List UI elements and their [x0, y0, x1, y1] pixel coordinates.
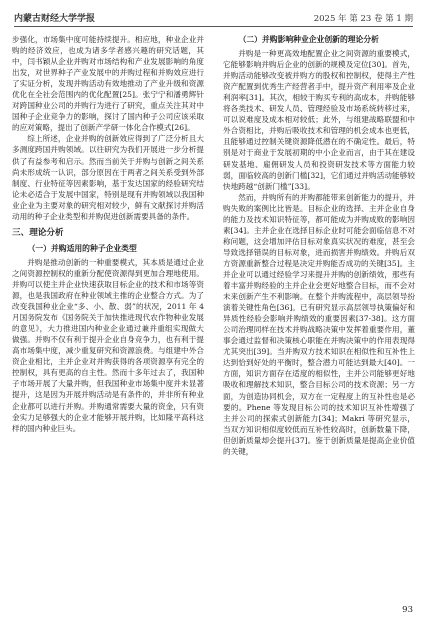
subsection-heading-2: （二）并购影响种业企业创新的理论分析: [238, 35, 379, 44]
left-paragraph-1: 步强化，市场集中度可能持续提升。相应地，种业企业并购的经济效应，也成为诸多学者感兴趣的研究话题，其中，闫书颖从企业并购对市场结构和产业发展影响的角度出发，对世界种子产业发展中的并购过程和并购效应进行了实证分析，发现并购活动有效地推动了产业升级和资源优化在全社会范围内的优化配置[25]。张宁宁和潘勇辉针对跨国种业公司的并购行为进行了研究，重点关注其对中国种子企业竞争力的影响，探讨了国内种子公司应该采取的应对策略，提出了创新产学研一体化合作模式[26]。: [12, 35, 204, 133]
right-paragraph-2: 然而，并购所有的并购都能带来创新能力的提升，并购失败的案例比比皆是。目标企业的选择、主并企业自身的能力及技术知识特征等，都可能成为并购成败的影响因素[34]。主并企业在选择目标企业时可能会面临信息不对称问题，这会增加评估目标对象真实状况的难度，甚至会导致选择错误的目标对象，进而损害并购绩效。并购后双方资源重新整合过程是决定并购能否成功的关键[35]。主并企业可以通过经验学习来提升并购的创新绩效，那些有着丰富并购经验的主并企业会更好地整合目标，而不会对未来创新产生不利影响。在整个并购流程中，高层领导扮演着关键性角色[36]。已有研究显示高层领导执策偏好和异质性经验会影响并购绩效的重要因素[37-38]。这方面公司治理同样在技术并购战略决策中发挥着重要作用，董事会通过监督和决策核心职能在并购决策中的作用表现得尤其突出[39]。当并购双方技术知识在相似性和互补性上达到恰到好处的平衡时，整合潜力可能达到最大[40]。一方面，知识方面存在适度的相似性，主并公司能够更好地吸收和理解技术知识，整合目标公司的技术资源；另一方面，为创造协同机会，双方在一定程度上的互补性也是必要的。Phene 等发现目标公司的技术知识互补性增强了主并公司的探索式创新能力[34]；Makri 等研究显示，当双方知识相似度较低而互补性较高时，创新数量下降，但创新质量却会提升[37]。鉴于创新质量是提高企业价值的关键，: [223, 192, 415, 456]
page-number: 93: [402, 605, 413, 615]
journal-name: 内蒙古财经大学学报: [14, 14, 96, 24]
section-heading: 三、理论分析: [12, 227, 64, 238]
left-column: [12, 34, 204, 434]
right-column: [223, 34, 415, 457]
issue-info: 2025 年 第 23 卷 第 1 期: [313, 14, 413, 24]
page-header: [14, 8, 413, 27]
left-paragraph-2: 综上所述，企业并购的创新效应得到了广泛分析且大多测度跨国并购领域。以往研究为我们开展进一步分析提供了有益参考和启示。然而当前关于并购与创新之间关系尚未形成统一认识，部分原因在于两者之间关系受到外部制度、行业特征等因素影响，基于发达国家的经验研究结论未必适合于发展中国家，特别是现有并购领域以我国种业企业为主要对象的研究相对较少，鲜有文献探讨并购活动用的种子企业类型和并购促进创新需要具备的条件。: [12, 134, 204, 221]
subsection-heading-1: （一）并购适用的种子企业类型: [27, 243, 137, 253]
right-paragraph-1: 并购是一种更高效地配置企业之间资源的重要模式，它能够影响并购后企业的创新的规模及定位[30]。首先，并购活动能够改变被并购方的股权和控制权，使得主产性资产配置到优秀生产经营者手中，提升资产利用率及企业利润率[31]。其次，相较于购买专利的高成本，并购能够将各类技术、研发人员、管理经验及市场系统转移过来，可以说难度及成本相对较低；此外，与组建战略联盟和中外合资相比，并购后吸收技术和管理的机会成本也更低，且能够通过控制关键资源降低潜在的不确定性。最后，特别是对于商业于发展初期的中小企业而言，由于其在建设研发基地、雇佣研发人员和投资研发技术等方面能力较弱，面临较高的创新门槛[32]，它们通过并购活动能够较快地跨越“创新门槛”[33]。: [223, 49, 415, 191]
left-paragraph-3: 并购是推动创新的一种重要模式，其本质是通过企业之间资源控制权的重新分配使资源得到更加合理地使用。并购可以使主并企业快速获取目标企业的技术和市场等资源，也是我国政府在种业领域主推的企业整合方式。为了改变我国种业企业“多、小、散、弱”的状况，2011 年 4 月国务院发布《国务院关于加快推进现代农作物种业发展的意见》，大力推进国内种业企业通过兼并重组实现做大做强。并购不仅有利于提升企业自身竞争力，也有利于提高市场集中度，减少重复研究和资源浪费。与组建中外合资企业相比，主并企业对并购获得的各项资源享有完全的控制权，具有更高的自主性。然而十多年过去了，我国种子市场开展了大量并购，但我国种业市场集中度并未显著提升，这是因为开展并购活动是有条件的，并非所有种业企业都可以进行并购。并购通常需要大量的资金，只有资金实力足够强大的企业才能够开展并购，比如隆平高科这样的国内种业巨头。: [12, 257, 204, 433]
